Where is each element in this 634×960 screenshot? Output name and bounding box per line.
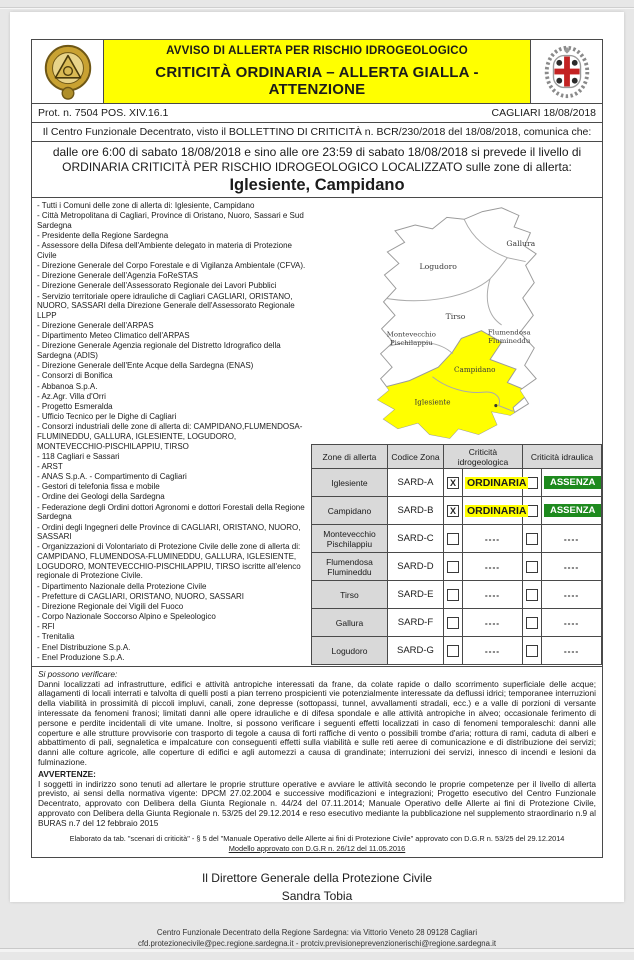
recipient-item: - Direzione Generale dell'Assessorato Regionale dei Lavori Pubblici <box>37 281 277 291</box>
recipient-item: - Direzione Generale dell'Ente Acque della Sardegna (ENAS) <box>37 361 254 371</box>
recipient-item: - Assessore della Difesa dell'Ambiente delegato in materia di Protezione Civile <box>37 241 292 260</box>
city-dot <box>495 404 498 407</box>
recipient-item: - Ordine dei Geologi della Sardegna <box>37 492 165 502</box>
alert-document-page <box>10 12 624 948</box>
map-and-table-column <box>311 198 602 666</box>
effects-section <box>32 666 602 769</box>
col-header-code: Codice Zona <box>387 445 443 469</box>
idro-checkbox: X <box>447 477 459 489</box>
recipient-item: - Tutti i Comuni delle zone di allerta di: Iglesiente, Campidano <box>37 201 255 210</box>
recipient-list <box>32 198 311 666</box>
table-row-flumendosa <box>311 553 601 581</box>
footnote-source: Elaborato da tab. "scenari di criticità" - § 5 del "Manuale Operativo delle Allerte ai fini di Protezione Civile" approvato con D.G.R n. 53/25 del 29.12.2014 <box>69 834 565 844</box>
alert-zones: Iglesiente, Campidano <box>229 176 405 194</box>
zone-code: SARD-D <box>387 553 443 581</box>
footnotes <box>32 830 602 856</box>
alert-statement: dalle ore 6:00 di sabato 18/08/2018 e sino alle ore 23:59 di sabato 18/08/2018 si prevede il livello di ORDINARIA CRITICITÀ PER RISCHIO IDROGEOLOGICO LOCALIZZATO sulle zone di allerta: <box>52 145 582 174</box>
footer-address: Centro Funzionale Decentrato della Regione Sardegna: via Vittorio Veneto 28 09128 Cagliari <box>156 927 478 937</box>
col-header-idrogeologica: Criticità idrogeologica <box>443 445 522 469</box>
effects-lead: Si possono verificare: <box>38 668 118 679</box>
recipient-item: - ARST <box>37 461 63 471</box>
recipient-item: - Prefetture di CAGLIARI, ORISTANO, NUORO, SASSARI <box>37 591 245 601</box>
zone-name: Logudoro <box>311 637 387 665</box>
recipient-item: - Gestori di telefonia fissa e mobile <box>37 482 160 492</box>
recipient-item: - Consorzi di Bonifica <box>37 371 113 381</box>
recipient-item: - Presidente della Regione Sardegna <box>37 231 169 241</box>
map-label-gallura: Gallura <box>506 239 536 249</box>
recipient-item: - Dipartimento Meteo Climatico dell'ARPAS <box>37 331 190 341</box>
recipient-item: - Corpo Nazionale Soccorso Alpino e Speleologico <box>37 612 216 622</box>
idra-level-badge: ---- <box>563 617 580 628</box>
idro-level-badge: ORDINARIA <box>466 476 527 489</box>
map-label-montevecchio-1: Montevecchio <box>387 330 437 339</box>
effects-body: Danni localizzati ad infrastrutture, edifici e attività antropiche interessati da frane, da colate rapide o dallo scorrimento superficiale delle acque; allagamenti di locali interrati e talvolta di quelli posti a pian terreno prospicienti vie potenzialmente interessate da deflussi idrici; temporanee interruzioni della viabilità in prossimità di piccoli impluvi, canali, zone depresse (sottopassi, tunnel, avvallamenti stradali, ecc.) e a valle di porzioni di versante interessate da fenomeni franosi; limitati danni alle opere idrauliche e di difesa spondale e alle attività antropiche in alveo; occasionale ferimento di persone e perdite incidentali di vite umane. Inoltre, si possono verificare i seguenti effetti localizzati in caso di fenomeni temporaleschi: danni alle coperture e alle strutture provvisorie con trasporto di tegole a causa di forti raffiche di vento o possibili trombe d'aria; rottura di rami, caduta di alberi e abbattimento di pali, segnaletica e impalcature con conseguenti effetti sulla viabilità e sulle reti aeree di comunicazione e di distribuzione dei servizi; danni alle colture agricole, alle coperture di edifici e agli automezzi a causa di grandinate; interruzioni dei servizi, innesco di incendi e lesioni da fulminazione. <box>38 678 596 767</box>
idro-level-badge: ---- <box>484 533 501 544</box>
recipient-item: - RFI <box>37 622 55 632</box>
zone-code: SARD-G <box>387 637 443 665</box>
map-label-flumendosa-2: Flumineddu <box>488 337 531 346</box>
recipient-item: - Ufficio Tecnico per le Dighe di Cagliari <box>37 412 177 422</box>
idra-level-badge: ---- <box>563 561 580 572</box>
idro-checkbox <box>447 617 459 629</box>
idra-checkbox <box>526 645 538 657</box>
recipient-item: - Federazione degli Ordini dottori Agronomi e dottori Forestali della Regione Sardegna <box>37 502 305 522</box>
warnings-body: I soggetti in indirizzo sono tenuti ad allertare le proprie strutture operative e avviare le attività secondo le proprie competenze per il livello di allerta previsto, ai sensi della normativa vigente: DPCM 27.02.2004 e successive modificazioni e integrazioni; Progetto esecutivo del Centro Funzionale Decentrato, approvato con Delibera della Giunta Regionale n. 44/24 del 07.11.2014; Manuale Operativo delle Allerte ai fini di Protezione Civile, approvato con Delibera della Giunta Regionale n. 53/25 del 29.12.2014 e reso esecutivo mediante la pubblicazione nel supplemento straordinario n.9 al BURAS n.7 del 12 febbraio 2015 <box>38 778 596 828</box>
map-label-logudoro: Logudoro <box>420 262 458 272</box>
footer-emails: cfd.protezionecivile@pec.regione.sardegna.it - protciv.previsioneprevenzionerischi@regione.sardegna.it <box>137 938 497 948</box>
table-row-logudoro <box>311 637 601 665</box>
recipient-item: - Direzione Generale Agenzia regionale del Distretto Idrografico della Sardegna (ADIS) <box>37 341 281 361</box>
yellow-title-banner <box>104 40 530 103</box>
criticality-table <box>311 444 602 665</box>
idro-checkbox <box>447 645 459 657</box>
recipient-item: - Progetto Esmeralda <box>37 401 113 411</box>
idro-checkbox <box>447 561 459 573</box>
recipient-item: - Servizio territoriale opere idrauliche di Cagliari CAGLIARI, ORISTANO, NUORO, SASSARI della Direzione Generale dell'Assessorato Regionale LLPP <box>37 291 295 320</box>
recipient-item: - Dipartimento Nazionale della Protezione Civile <box>37 581 207 591</box>
map-label-flumendosa-1: Flumendosa <box>488 328 532 337</box>
zone-name: Iglesiente <box>311 469 387 497</box>
protocol-row <box>32 104 602 123</box>
idro-checkbox <box>447 533 459 545</box>
document-body <box>32 198 602 666</box>
col-header-zone: Zone di allerta <box>311 445 387 469</box>
zone-name: Gallura <box>311 609 387 637</box>
viewer-top-edge <box>0 7 634 9</box>
zone-code: SARD-F <box>387 609 443 637</box>
alert-title: AVVISO DI ALLERTA PER RISCHIO IDROGEOLOGICO <box>166 45 468 57</box>
zone-code: SARD-B <box>387 497 443 525</box>
idro-level-badge: ---- <box>484 645 501 656</box>
recipient-item: - Direzione Generale dell'ARPAS <box>37 321 154 331</box>
map-label-iglesiente: Iglesiente <box>414 397 451 407</box>
place-and-date: CAGLIARI 18/08/2018 <box>491 107 596 119</box>
viewer-bottom-edge <box>0 948 634 952</box>
document-footer <box>10 927 624 950</box>
bulletin-intro-line: Il Centro Funzionale Decentrato, visto il BOLLETTINO DI CRITICITÀ n. BCR/230/2018 del 18/08/2018, comunica che: <box>32 123 602 142</box>
warnings-section <box>32 769 602 831</box>
map-label-campidano: Campidano <box>454 364 496 374</box>
zone-name: Tirso <box>311 581 387 609</box>
document-main-frame <box>31 39 603 858</box>
idro-level-badge: ---- <box>484 617 501 628</box>
recipient-item: - 118 Cagliari e Sassari <box>37 451 120 461</box>
table-row-tirso <box>311 581 601 609</box>
idra-level-badge: ---- <box>563 533 580 544</box>
idra-level-badge: ---- <box>563 589 580 600</box>
table-row-campidano <box>311 497 601 525</box>
idra-level-badge: ASSENZA <box>544 504 601 517</box>
recipient-item: - Direzione Regionale dei Vigili del Fuoco <box>37 601 184 611</box>
signer-role: Il Direttore Generale della Protezione Civile <box>201 870 433 885</box>
idra-level-badge: ASSENZA <box>544 476 601 489</box>
recipient-item: - Organizzazioni di Volontariato di Protezione Civile delle zone di allerta di: CAMPIDANO, FLUMENDOSA-FLUMINEDDU, GALLURA, IGLESIENTE, LOGUDORO, MONTEVECCHIO-PISCHILAPPIU, TIRSO iscritte all'elenco regionale di Protezione Civile. <box>37 542 301 581</box>
idra-level-badge: ---- <box>563 645 580 656</box>
recipient-item: - Abbanoa S.p.A. <box>37 381 98 391</box>
sardinia-alert-map <box>311 198 602 444</box>
idra-checkbox <box>526 533 538 545</box>
document-header <box>32 40 602 104</box>
idro-level-badge: ORDINARIA <box>466 504 527 517</box>
protocol-number: Prot. n. 7504 POS. XIV.16.1 <box>38 107 169 119</box>
idro-level-badge: ---- <box>484 561 501 572</box>
recipient-item: - Enel Produzione S.p.A. <box>37 652 125 662</box>
zone-name: Campidano <box>311 497 387 525</box>
sardegna-coat-of-arms-icon <box>530 40 602 103</box>
recipient-item: - Az.Agr. Villa d'Orri <box>37 391 106 401</box>
recipient-item: - Trenitalia <box>37 632 75 642</box>
idra-checkbox <box>526 561 538 573</box>
recipient-item: - Enel Distribuzione S.p.A. <box>37 642 131 652</box>
signature-block <box>10 869 624 905</box>
col-header-idraulica: Criticità idraulica <box>522 445 601 469</box>
idro-checkbox <box>447 589 459 601</box>
recipient-item: - Direzione Generale dell'Agenzia FoReSTAS <box>37 271 199 281</box>
table-row-iglesiente <box>311 469 601 497</box>
table-header-row <box>311 445 601 469</box>
table-row-montevecchio <box>311 525 601 553</box>
warnings-lead: AVVERTENZE: <box>38 768 96 779</box>
recipient-item: - Direzione Generale del Corpo Forestale e di Vigilanza Ambientale (CFVA). <box>37 261 306 271</box>
idro-checkbox: X <box>447 505 459 517</box>
idro-level-badge: ---- <box>484 589 501 600</box>
idra-checkbox <box>526 589 538 601</box>
idra-checkbox <box>526 617 538 629</box>
zone-code: SARD-A <box>387 469 443 497</box>
regione-sardegna-seal-icon <box>32 40 104 103</box>
zone-code: SARD-C <box>387 525 443 553</box>
map-label-tirso: Tirso <box>446 312 466 322</box>
recipient-item: - ANAS S.p.A. - Compartimento di Cagliari <box>37 472 187 482</box>
footnote-model: Modello approvato con D.G.R n. 26/12 del 11.05.2016 <box>228 844 406 854</box>
recipient-item: - Città Metropolitana di Cagliari, Province di Oristano, Nuoro, Sassari e Sud Sardegna <box>37 211 304 230</box>
recipient-item: - Ordini degli Ingegneri delle Province di CAGLIARI, ORISTANO, NUORO, SASSARI <box>37 522 301 542</box>
zone-name: Montevecchio Pischilappiu <box>311 525 387 553</box>
table-row-gallura <box>311 609 601 637</box>
alert-subtitle: CRITICITÀ ORDINARIA – ALLERTA GIALLA - ATTENZIONE <box>155 64 479 98</box>
signer-name: Sandra Tobia <box>281 888 353 903</box>
map-label-montevecchio-2: Pischilappiu <box>390 339 434 348</box>
zone-name: Flumendosa Flumineddu <box>311 553 387 581</box>
recipient-item: - Consorzi industriali delle zone di allerta di: CAMPIDANO,FLUMENDOSA-FLUMINEDDU, GALLURA, IGLESIENTE, LOGUDORO, MONTEVECCHIO-PISCHILAPPIU, TIRSO <box>37 422 303 451</box>
alert-statement-box <box>32 142 602 198</box>
zone-code: SARD-E <box>387 581 443 609</box>
sardinia-map-svg <box>316 202 596 444</box>
